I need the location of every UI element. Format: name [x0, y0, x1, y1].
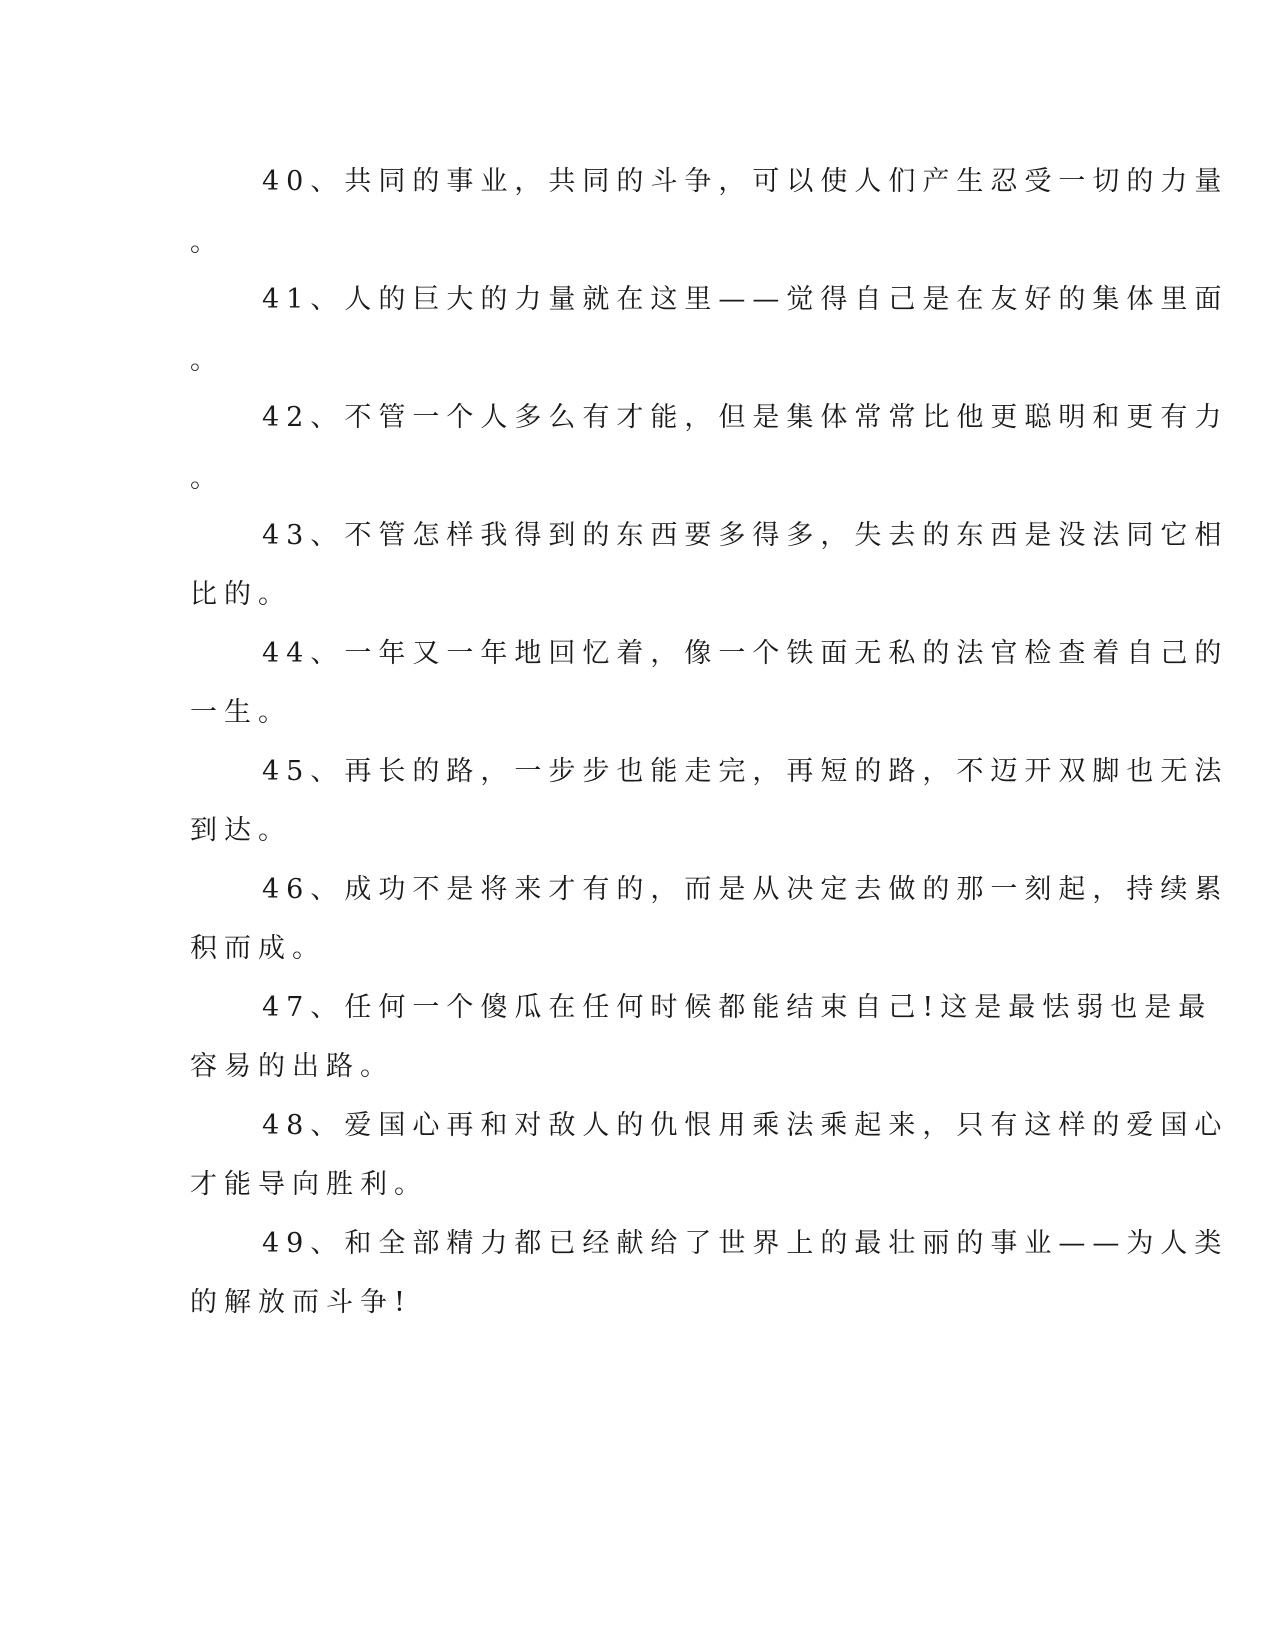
paragraph-44-line-2: 一生。 [190, 697, 292, 728]
paragraph-41-line-1: 41、人的巨大的力量就在这里——觉得自己是在友好的集体里面 [262, 284, 1229, 315]
paragraph-40-line-2: 。 [190, 227, 224, 258]
paragraph-45-line-2: 到达。 [190, 815, 292, 846]
paragraph-46-line-1: 46、成功不是将来才有的，而是从决定去做的那一刻起，持续累 [262, 874, 1229, 905]
paragraph-48-line-1: 48、爱国心再和对敌人的仇恨用乘法乘起来，只有这样的爱国心 [262, 1110, 1229, 1141]
paragraph-49-line-2: 的解放而斗争! [190, 1287, 412, 1318]
paragraph-46-line-2: 积而成。 [190, 933, 326, 964]
paragraph-40-line-1: 40、共同的事业，共同的斗争，可以使人们产生忍受一切的力量 [262, 166, 1229, 197]
paragraph-42-line-2: 。 [190, 463, 224, 494]
paragraph-42-line-1: 42、不管一个人多么有才能，但是集体常常比他更聪明和更有力 [262, 402, 1229, 433]
paragraph-49-line-1: 49、和全部精力都已经献给了世界上的最壮丽的事业——为人类 [262, 1228, 1229, 1259]
paragraph-47-line-1: 47、任何一个傻瓜在任何时候都能结束自己!这是最怯弱也是最 [262, 992, 1213, 1023]
paragraph-47-line-2: 容易的出路。 [190, 1051, 394, 1082]
paragraph-45-line-1: 45、再长的路，一步步也能走完，再短的路，不迈开双脚也无法 [262, 756, 1229, 787]
paragraph-48-line-2: 才能导向胜利。 [190, 1169, 428, 1200]
paragraph-43-line-2: 比的。 [190, 579, 292, 610]
paragraph-41-line-2: 。 [190, 345, 224, 376]
paragraph-43-line-1: 43、不管怎样我得到的东西要多得多，失去的东西是没法同它相 [262, 520, 1229, 551]
paragraph-44-line-1: 44、一年又一年地回忆着，像一个铁面无私的法官检查着自己的 [262, 638, 1229, 669]
